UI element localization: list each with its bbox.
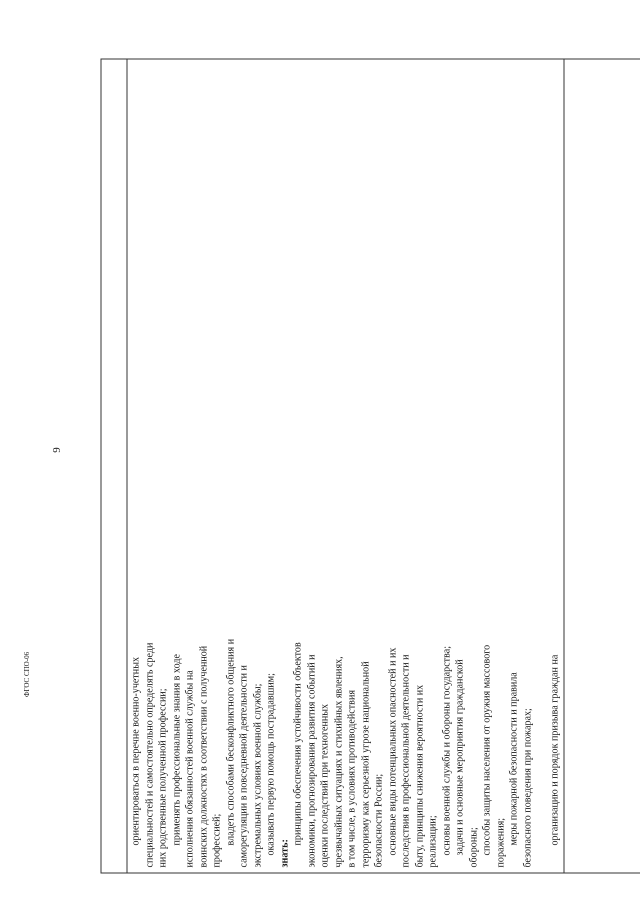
content-line: способы защиты населения от оружия массового — [481, 644, 492, 855]
content-line: исполнения обязанностей военной службы на — [184, 669, 195, 867]
content-line: оценки последствий при техногенных — [319, 703, 330, 867]
content-line: меры пожарной безопасности и правила — [508, 671, 519, 845]
document-code: ФГОС СПО-06 — [23, 651, 31, 697]
content-line: профессией; — [211, 813, 222, 867]
content-line: поражения; — [494, 817, 506, 867]
content-line: в том числе, в условиях противодействия — [346, 689, 357, 867]
content-line: оказывать первую помощь пострадавшим; — [265, 672, 276, 855]
page-number: 9 — [50, 447, 63, 453]
content-text — [127, 59, 563, 872]
content-line: терроризму как серьезной угрозе национальной — [359, 660, 371, 867]
content-line: экономики, прогнозирования развития событий и — [305, 653, 317, 867]
content-line: принципы обеспечения устойчивости объектов — [292, 641, 303, 845]
content-line: реализации; — [427, 814, 438, 867]
content-line: применять профессиональные знания в ходе — [170, 653, 182, 845]
content-line: воинских должностях в соответствии с полученной — [197, 645, 209, 867]
content-line: владеть способами бесконфликтного общения и — [224, 638, 236, 845]
table-row — [101, 59, 127, 873]
content-line — [534, 63, 548, 867]
content-line: экстремальных условиях военной службы; — [251, 683, 263, 867]
content-line: специальностей и самостоятельно определять среди — [143, 642, 155, 867]
content-line: основы военной службы и обороны государства; — [440, 645, 452, 855]
table-cell-hours — [564, 59, 640, 873]
content-line: последствия в профессиональной деятельности и — [400, 653, 411, 867]
content-line: знать: — [278, 838, 290, 867]
content-line: них родственные полученной профессии; — [157, 687, 168, 867]
table-row — [127, 59, 564, 873]
table-cell-index — [101, 59, 127, 873]
content-line: безопасного поведения при пожарах; — [521, 707, 533, 867]
rotated-table-wrapper — [100, 58, 578, 873]
content-line: безопасности России; — [373, 773, 384, 867]
content-line: саморегуляции в повседневной деятельности и — [238, 664, 249, 867]
curriculum-table — [100, 58, 640, 873]
content-line: ориентироваться в перечне военно-учетных — [130, 656, 141, 845]
content-line: основные виды потенциальных опасностей и их — [386, 647, 398, 855]
table-cell-content — [127, 59, 564, 873]
content-line: быту, принципы снижения вероятности их — [413, 684, 425, 867]
content-line: задачи и основные мероприятия гражданской — [454, 658, 465, 855]
content-line: обороны; — [467, 826, 479, 867]
content-line: чрезвычайных ситуациях и стихийных явлениях, — [332, 655, 344, 867]
content-line: организацию и порядок призыва граждан на — [548, 654, 560, 845]
table-row — [564, 59, 640, 873]
